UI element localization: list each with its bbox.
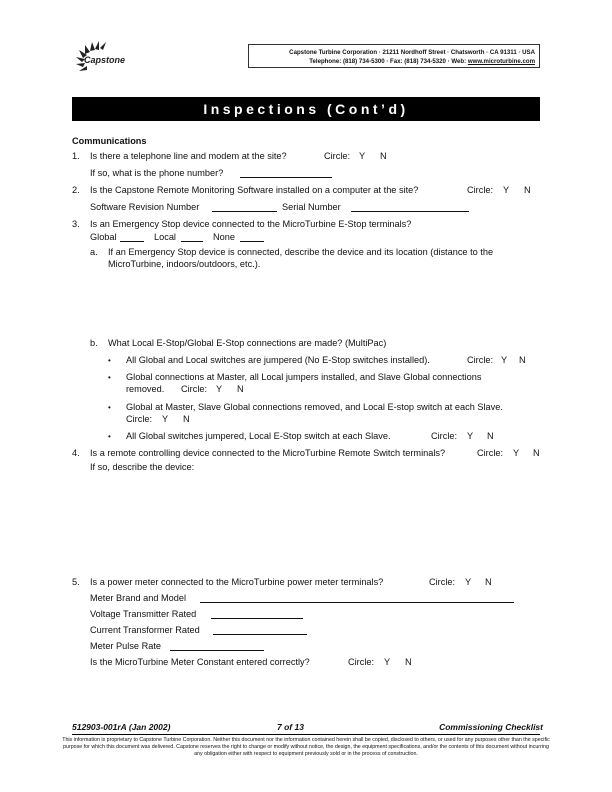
local-field[interactable] (181, 232, 203, 242)
q5-yes[interactable]: Y (465, 577, 472, 587)
none-label: None (213, 232, 235, 242)
voltage-transmitter-field[interactable] (211, 609, 303, 619)
q2-number: 2. (72, 185, 80, 195)
current-transformer-label: Current Transformer Rated (90, 625, 200, 635)
logo-text: Capstone (84, 55, 126, 65)
q5-number: 5. (72, 577, 80, 587)
footer-doc-id: 512903-001rA (Jan 2002) (72, 722, 171, 732)
b2-circle-label: Circle: (181, 384, 208, 394)
bullet-3-icon: • (108, 403, 111, 412)
bullet-4-icon: • (108, 432, 111, 441)
q4-yes[interactable]: Y (513, 448, 520, 458)
footer-doc-title: Commissioning Checklist (439, 722, 543, 732)
footer-disclaimer: This information is proprietary to Capstone Turbine Corporation. Neither this document nor the information contained herein shall be copied, disclosed to others, or used for any purposes other than the specific purpose for which this document was delivered. Capstone reserves the right to change or modify without notice, the design, the equipment specifications, and/or the contents of this document without incurring any obligation either with respect to equipment previously sold or in the process of construction. (62, 737, 550, 757)
q3b-text: What Local E-Stop/Global E-Stop connections are made? (MultiPac) (108, 338, 387, 348)
b2-no[interactable]: N (237, 384, 244, 394)
footer-divider (72, 734, 540, 735)
address-line-1: Capstone Turbine Corporation · 21211 Nordhoff Street · Chatsworth · CA 91311 · USA (289, 49, 535, 56)
q3b-label: b. (90, 338, 98, 348)
meter-pulse-label: Meter Pulse Rate (90, 641, 161, 651)
b1-no[interactable]: N (519, 355, 526, 365)
bullet-1-icon: • (108, 356, 111, 365)
q5-no[interactable]: N (485, 577, 492, 587)
q2-text: Is the Capstone Remote Monitoring Software installed on a computer at the site? (90, 185, 419, 195)
global-label: Global (90, 232, 117, 242)
meter-constant-question: Is the MicroTurbine Meter Constant entered correctly? (90, 657, 310, 667)
b2-yes[interactable]: Y (216, 384, 223, 394)
b2-line1: Global connections at Master, all Local jumpers installed, and Slave Global connections (126, 372, 482, 382)
q1-no[interactable]: N (380, 151, 387, 161)
address-line-2 (249, 57, 535, 66)
phone-number-field[interactable] (240, 168, 332, 178)
q2-circle-label: Circle: (467, 185, 494, 195)
q5b-no[interactable]: N (405, 657, 412, 667)
q1-yes[interactable]: Y (359, 151, 366, 161)
q5-text: Is a power meter connected to the MicroTurbine power meter terminals? (90, 577, 384, 587)
q1-number: 1. (72, 151, 80, 161)
q3a-label: a. (90, 247, 98, 257)
q3a-line2: MicroTurbine, indoors/outdoors, etc.). (108, 259, 261, 269)
serial-number-field[interactable] (351, 202, 469, 212)
b1-circle-label: Circle: (467, 355, 494, 365)
sw-revision-field[interactable] (212, 202, 277, 212)
company-address-box (248, 44, 540, 68)
capstone-logo (70, 38, 126, 78)
b3-circle-label: Circle: (126, 414, 153, 424)
q5-circle-label: Circle: (429, 577, 456, 587)
contact-numbers: Telephone: (818) 734-5300 · Fax: (818) 734-5320 · Web: (309, 58, 468, 65)
q1-followup: If so, what is the phone number? (90, 168, 224, 178)
q5b-yes[interactable]: Y (384, 657, 391, 667)
b1-text: All Global and Local switches are jumpered (No E-Stop switches installed). (126, 355, 430, 365)
q4-text: Is a remote controlling device connected to the MicroTurbine Remote Switch terminals? (90, 448, 446, 458)
q4-followup: If so, describe the device: (90, 462, 195, 472)
local-label: Local (154, 232, 176, 242)
global-field[interactable] (120, 232, 144, 242)
q5b-circle-label: Circle: (348, 657, 375, 667)
b3-yes[interactable]: Y (162, 414, 169, 424)
q2-no[interactable]: N (524, 185, 531, 195)
b4-yes[interactable]: Y (467, 431, 474, 441)
q3-text: Is an Emergency Stop device connected to the MicroTurbine E-Stop terminals? (90, 219, 412, 229)
serial-number-label: Serial Number (282, 202, 341, 212)
website-link[interactable]: www.microturbine.com (467, 58, 535, 65)
q4-circle-label: Circle: (477, 448, 504, 458)
bullet-2-icon: • (108, 373, 111, 382)
current-transformer-field[interactable] (213, 625, 307, 635)
q3a-line1: If an Emergency Stop device is connected, describe the device and its location (distance to the (108, 247, 494, 257)
b2-line2: removed. (126, 384, 165, 394)
q4-number: 4. (72, 448, 80, 458)
footer-page-number: 7 of 13 (277, 722, 304, 732)
none-field[interactable] (240, 232, 264, 242)
q1-text: Is there a telephone line and modem at the site? (90, 151, 287, 161)
b4-text: All Global switches jumpered, Local E-Stop switch at each Slave. (126, 431, 391, 441)
b1-yes[interactable]: Y (501, 355, 508, 365)
sw-revision-label: Software Revision Number (90, 202, 200, 212)
b4-circle-label: Circle: (431, 431, 458, 441)
meter-pulse-field[interactable] (170, 641, 264, 651)
q3-number: 3. (72, 219, 80, 229)
q2-yes[interactable]: Y (503, 185, 510, 195)
section-heading: Communications (72, 136, 147, 146)
page-title-banner: Inspections (Cont’d) (72, 97, 540, 121)
meter-brand-label: Meter Brand and Model (90, 593, 187, 603)
voltage-transmitter-label: Voltage Transmitter Rated (90, 609, 197, 619)
b4-no[interactable]: N (487, 431, 494, 441)
q4-no[interactable]: N (533, 448, 540, 458)
meter-brand-field[interactable] (200, 593, 514, 603)
q1-circle-label: Circle: (324, 151, 351, 161)
b3-line1: Global at Master, Slave Global connections removed, and Local E-stop switch at each Slave. (126, 402, 503, 412)
b3-no[interactable]: N (183, 414, 190, 424)
